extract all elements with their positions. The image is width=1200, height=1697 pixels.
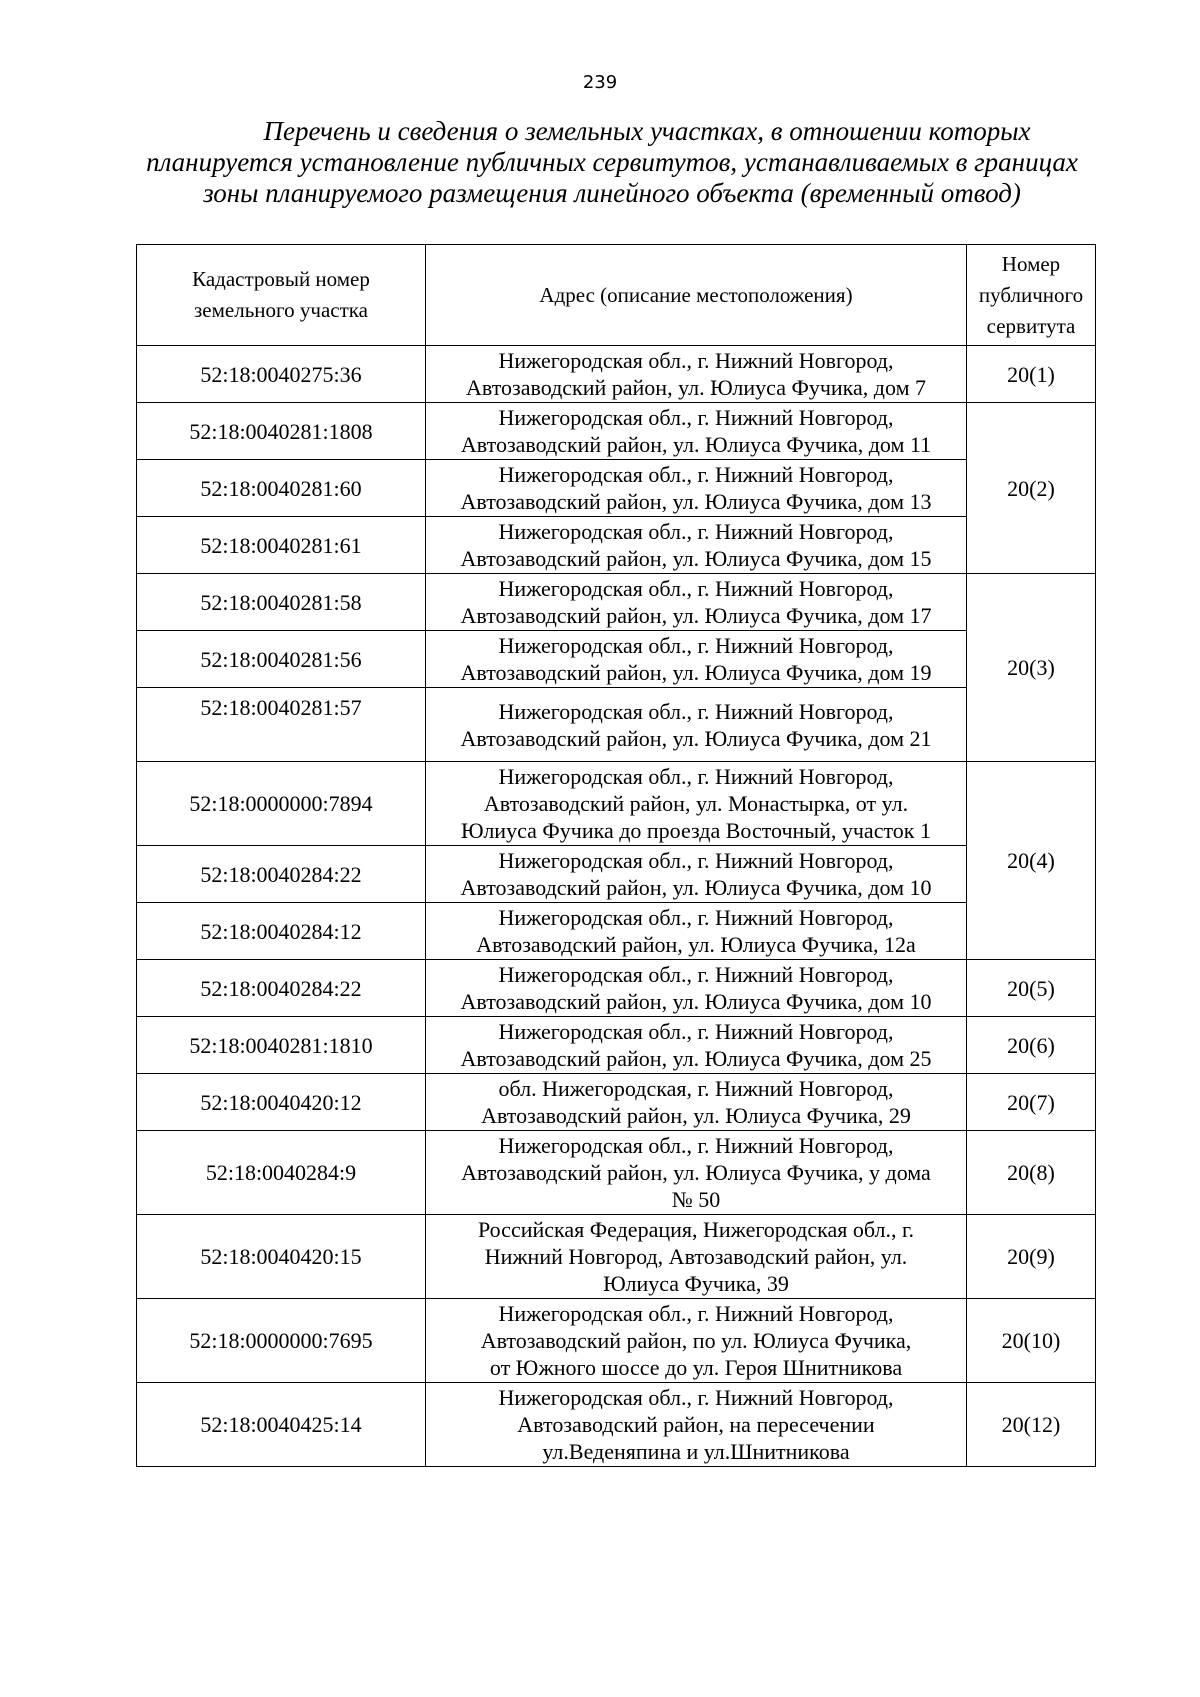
table-row [137,903,1096,960]
address-line: Нижегородская обл., г. Нижний Новгород, [498,405,894,430]
address-line: Нижегородская обл., г. Нижний Новгород, [498,848,894,873]
table-row [137,574,1096,631]
cadastral-number-cell: 52:18:0040284:12 [137,903,426,960]
cadastral-number-cell: 52:18:0040281:61 [137,517,426,574]
address-line: Автозаводский район, ул. Юлиуса Фучика, дом 15 [460,546,932,571]
address-cell [426,346,967,403]
address-cell [426,1131,967,1215]
table-row [137,1131,1096,1215]
cadastral-number-cell: 52:18:0040420:12 [137,1074,426,1131]
address-cell [426,1074,967,1131]
address-line: Автозаводский район, ул. Юлиуса Фучика, дом 13 [460,489,932,514]
table-row [137,403,1096,460]
address-line: Нижегородская обл., г. Нижний Новгород, [498,633,894,658]
servitude-table [136,244,1096,1467]
title-line-3: зоны планируемого размещения линейного объекта (временный отвод) [203,178,1021,208]
page-number: 239 [582,72,618,93]
address-line: Российская Федерация, Нижегородская обл., г. [477,1217,915,1242]
address-line: Автозаводский район, ул. Юлиуса Фучика, дом 7 [465,375,927,400]
table-row [137,346,1096,403]
servitude-number-cell: 20(10) [967,1299,1096,1383]
cadastral-number-cell: 52:18:0040281:56 [137,631,426,688]
title-line-1: Перечень и сведения о земельных участках, в отношении которых [263,116,1031,146]
table-row [137,1017,1096,1074]
address-cell [426,903,967,960]
cadastral-number-cell: 52:18:0040281:57 [137,688,426,762]
address-line: Автозаводский район, ул. Юлиуса Фучика, 12а [476,932,916,957]
address-line: Автозаводский район, ул. Юлиуса Фучика, дом 11 [460,432,932,457]
address-line: от Южного шоссе до ул. Героя Шнитникова [489,1355,903,1380]
address-cell [426,846,967,903]
address-cell [426,1299,967,1383]
address-line: Нижегородская обл., г. Нижний Новгород, [498,764,894,789]
address-line: Автозаводский район, ул. Юлиуса Фучика, у дома [461,1160,931,1185]
servitude-number-cell: 20(4) [967,762,1096,960]
servitude-number-cell: 20(1) [967,346,1096,403]
address-line: Нижегородская обл., г. Нижний Новгород, [498,698,894,724]
servitude-number-cell: 20(3) [967,574,1096,762]
address-line: Нижегородская обл., г. Нижний Новгород, [498,1385,894,1410]
cadastral-number-cell: 52:18:0000000:7695 [137,1299,426,1383]
table-row [137,846,1096,903]
document-title [112,116,1112,209]
address-line: Нижегородская обл., г. Нижний Новгород, [498,348,894,373]
address-line: Юлиуса Фучика, 39 [603,1271,789,1296]
address-line: Нижегородская обл., г. Нижний Новгород, [498,519,894,544]
cadastral-number-cell: 52:18:0040281:1810 [137,1017,426,1074]
address-line: Нижегородская обл., г. Нижний Новгород, [498,1019,894,1044]
address-cell [426,688,967,762]
servitude-number-cell: 20(8) [967,1131,1096,1215]
servitude-number-cell: 20(5) [967,960,1096,1017]
address-line: Автозаводский район, ул. Юлиуса Фучика, дом 21 [460,725,932,751]
table-row [137,688,1096,762]
table-row [137,1299,1096,1383]
address-cell [426,517,967,574]
address-cell [426,1383,967,1467]
servitude-number-cell: 20(12) [967,1383,1096,1467]
address-line: Автозаводский район, ул. Юлиуса Фучика, дом 10 [460,989,932,1014]
address-line: Нижегородская обл., г. Нижний Новгород, [498,905,894,930]
cadastral-number-cell: 52:18:0000000:7894 [137,762,426,846]
address-cell [426,1215,967,1299]
address-line: Автозаводский район, ул. Юлиуса Фучика, дом 25 [460,1046,932,1071]
address-line: Автозаводский район, ул. Монастырка, от ул. [483,791,909,816]
address-line: № 50 [671,1187,721,1212]
table-header-row [137,245,1096,346]
address-line: Нижний Новгород, Автозаводский район, ул. [484,1244,908,1269]
address-cell [426,403,967,460]
cadastral-number-cell: 52:18:0040281:1808 [137,403,426,460]
address-line: Автозаводский район, ул. Юлиуса Фучика, дом 19 [460,660,932,685]
address-cell [426,574,967,631]
address-line: Нижегородская обл., г. Нижний Новгород, [498,462,894,487]
table-row [137,1074,1096,1131]
cadastral-number-cell: 52:18:0040281:60 [137,460,426,517]
table-body [137,346,1096,1467]
header-servitude: Номер публичного сервитута [967,245,1096,346]
servitude-number-cell: 20(2) [967,403,1096,574]
address-line: Автозаводский район, ул. Юлиуса Фучика, дом 17 [460,603,932,628]
table-row [137,1383,1096,1467]
cadastral-number-cell: 52:18:0040275:36 [137,346,426,403]
address-cell [426,631,967,688]
address-cell [426,460,967,517]
address-line: Нижегородская обл., г. Нижний Новгород, [498,1133,894,1158]
address-line: Нижегородская обл., г. Нижний Новгород, [498,576,894,601]
cadastral-number-cell: 52:18:0040284:22 [137,960,426,1017]
address-line: Юлиуса Фучика до проезда Восточный, участок 1 [461,818,931,843]
servitude-number-cell: 20(6) [967,1017,1096,1074]
address-line: Автозаводский район, на пересечении [517,1412,875,1437]
address-cell [426,960,967,1017]
header-address: Адрес (описание местоположения) [426,245,967,346]
table-row [137,762,1096,846]
address-line: обл. Нижегородская, г. Нижний Новгород, [498,1076,894,1101]
address-cell [426,1017,967,1074]
address-line: ул.Веденяпина и ул.Шнитникова [542,1439,850,1464]
address-line: Нижегородская обл., г. Нижний Новгород, [498,962,894,987]
address-line: Автозаводский район, по ул. Юлиуса Фучика, [480,1328,912,1353]
title-line-2: планируется установление публичных сервитутов, устанавливаемых в границах [146,147,1078,177]
servitude-number-cell: 20(7) [967,1074,1096,1131]
cadastral-number-cell: 52:18:0040425:14 [137,1383,426,1467]
table-row [137,460,1096,517]
table-row [137,1215,1096,1299]
servitude-number-cell: 20(9) [967,1215,1096,1299]
cadastral-number-cell: 52:18:0040281:58 [137,574,426,631]
cadastral-number-cell: 52:18:0040420:15 [137,1215,426,1299]
table-row [137,631,1096,688]
table-row [137,960,1096,1017]
address-line: Автозаводский район, ул. Юлиуса Фучика, дом 10 [460,875,932,900]
address-line: Нижегородская обл., г. Нижний Новгород, [498,1301,894,1326]
cadastral-number-cell: 52:18:0040284:22 [137,846,426,903]
address-cell [426,762,967,846]
table-row [137,517,1096,574]
header-cadastral: Кадастровый номер земельного участка [137,245,426,346]
address-line: Автозаводский район, ул. Юлиуса Фучика, 29 [481,1103,911,1128]
cadastral-number-cell: 52:18:0040284:9 [137,1131,426,1215]
